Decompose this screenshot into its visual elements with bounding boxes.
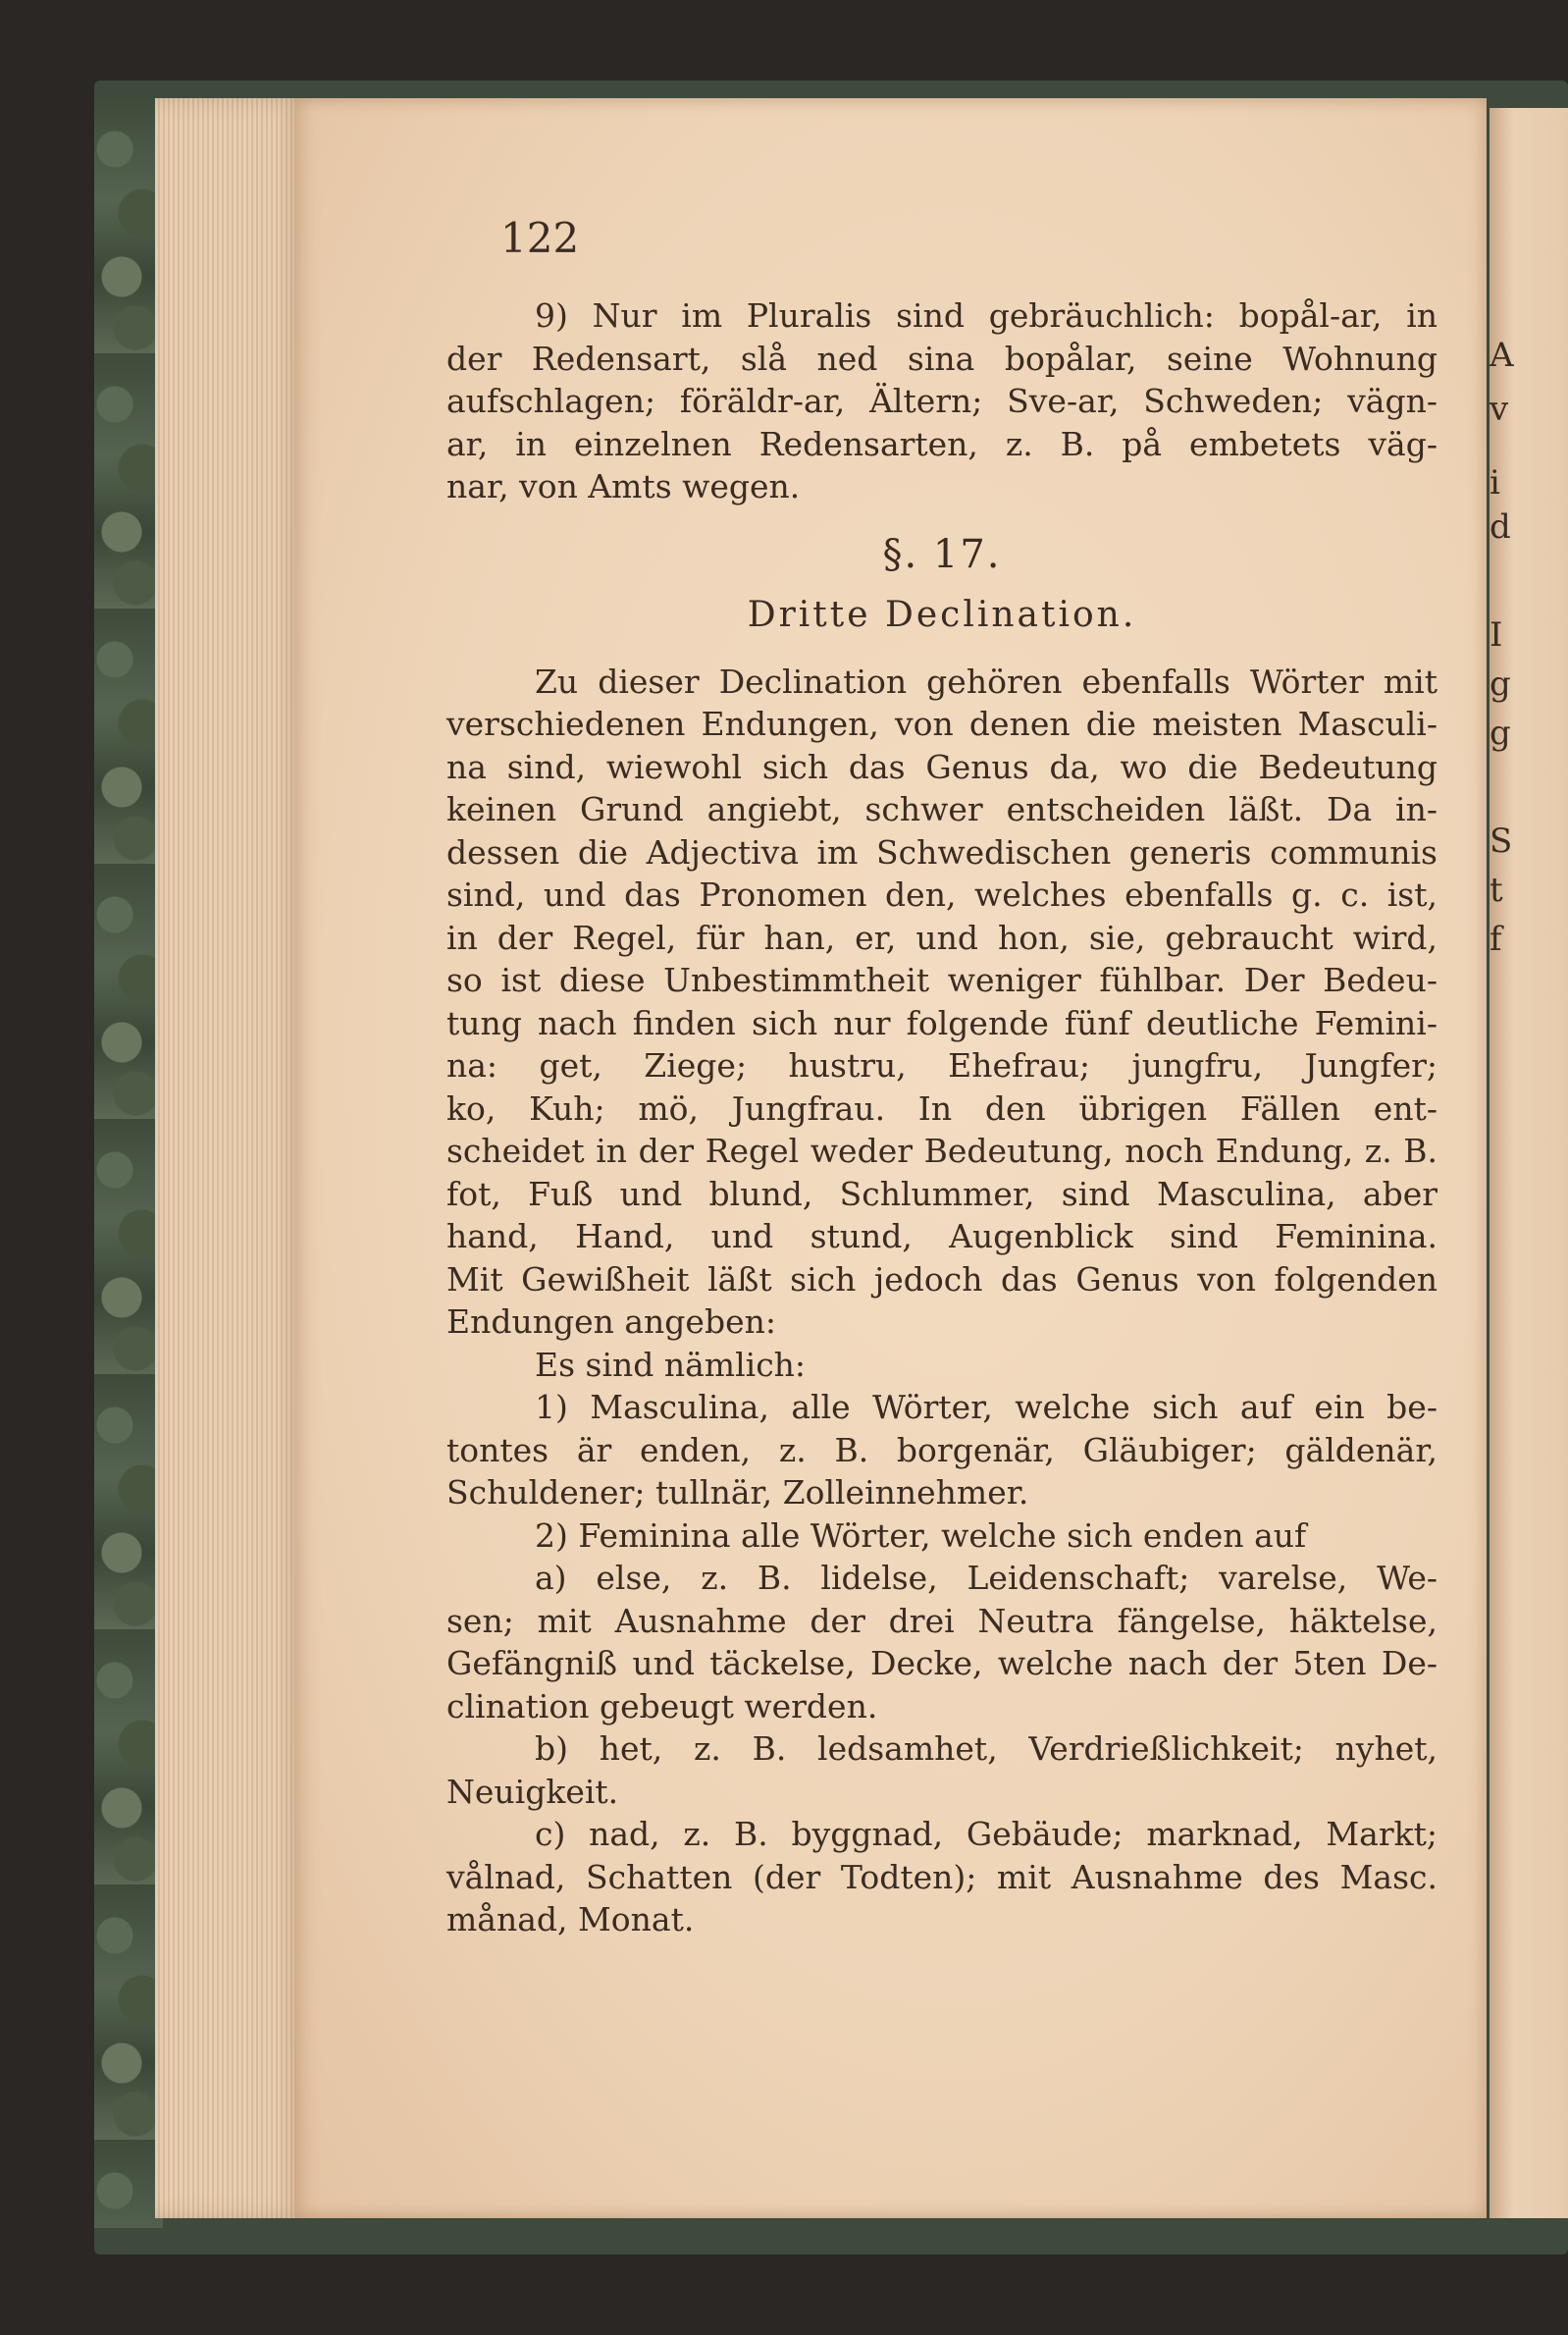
- text-line: 9) Nur im Pluralis sind gebräuchlich: bopål-ar, in: [535, 296, 1437, 335]
- next-page-fragment: g: [1490, 664, 1511, 704]
- paragraph-namely: [446, 1344, 1437, 1387]
- text-line: clination gebeugt werden.: [446, 1686, 878, 1725]
- next-page-fragment: i: [1490, 463, 1500, 503]
- text-line: månad, Monat.: [446, 1900, 695, 1938]
- next-page-edge: [1490, 108, 1568, 2218]
- text-line: tontes är enden, z. B. borgenär, Gläubiger; gäldenär,: [446, 1430, 1437, 1469]
- section-number: §. 17.: [882, 531, 1002, 577]
- text-line: hand, Hand, und stund, Augenblick sind Feminina.: [446, 1217, 1437, 1255]
- section-heading: Dritte Declination.: [747, 595, 1137, 635]
- text-line: vålnad, Schatten (der Todten); mit Ausnahme des Masc.: [446, 1857, 1437, 1896]
- text-line: Gefängniß und täckelse, Decke, welche nach der 5ten De-: [446, 1644, 1437, 1682]
- text-line: a) else, z. B. lidelse, Leidenschaft; varelse, We-: [535, 1559, 1437, 1597]
- text-line: keinen Grund angiebt, schwer entscheiden läßt. Da in-: [446, 790, 1437, 828]
- text-line: na: get, Ziege; hustru, Ehefrau; jungfru, Jungfer;: [446, 1046, 1437, 1085]
- text-line: tung nach finden sich nur folgende fünf deutliche Femini-: [446, 1003, 1437, 1042]
- text-line: fot, Fuß und blund, Schlummer, sind Masculina, aber: [446, 1174, 1437, 1213]
- paragraph-else: [446, 1557, 1437, 1727]
- text-line: so ist diese Unbestimmtheit weniger fühlbar. Der Bedeu-: [446, 961, 1437, 999]
- next-page-fragment: f: [1490, 920, 1502, 959]
- text-line: Endungen angeben:: [446, 1302, 776, 1341]
- text-line: der Redensart, slå ned sina bopålar, seine Wohnung: [446, 339, 1437, 378]
- next-page-fragment: g: [1490, 714, 1511, 753]
- paragraph-nad: [446, 1813, 1437, 1941]
- next-page-fragment: v: [1490, 390, 1509, 429]
- text-line: aufschlagen; föräldr-ar, Ältern; Sve-ar, Schweden; vägn-: [446, 382, 1437, 420]
- next-page-fragment: S: [1490, 822, 1513, 861]
- text-line: ar, in einzelnen Redensarten, z. B. på embetets väg-: [446, 424, 1437, 463]
- text-line: scheidet in der Regel weder Bedeutung, noch Endung, z. B.: [446, 1132, 1437, 1170]
- text-line: na sind, wiewohl sich das Genus da, wo die Bedeutung: [446, 747, 1437, 786]
- paragraph-third-declination: [446, 661, 1437, 1344]
- page-edges: [155, 98, 302, 2218]
- text-line: Es sind nämlich:: [535, 1345, 807, 1384]
- next-page-fragment: A: [1490, 336, 1514, 375]
- text-line: nar, von Amts wegen.: [446, 467, 801, 505]
- text-line: Mit Gewißheit läßt sich jedoch das Genus von folgenden: [446, 1259, 1437, 1299]
- text-line: sen; mit Ausnahme der drei Neutra fängelse, häktelse,: [446, 1601, 1437, 1640]
- paragraph-masculina: [446, 1386, 1437, 1514]
- paragraph-plural-only: [446, 294, 1437, 508]
- paragraph-het: [446, 1727, 1437, 1813]
- text-line: Zu dieser Declination gehören ebenfalls Wörter mit: [535, 662, 1437, 701]
- text-line: verschiedenen Endungen, von denen die meisten Masculi-: [446, 705, 1437, 743]
- page-number: 122: [500, 214, 580, 262]
- paragraph-feminina: [446, 1514, 1437, 1558]
- text-line: c) nad, z. B. byggnad, Gebäude; marknad, Markt;: [535, 1815, 1437, 1853]
- text-line: Neuigkeit.: [446, 1772, 619, 1811]
- marbled-cover: [94, 98, 163, 2228]
- text-line: b) het, z. B. ledsamhet, Verdrießlichkeit; nyhet,: [535, 1729, 1437, 1768]
- next-page-fragment: t: [1490, 871, 1503, 910]
- text-line: sind, und das Pronomen den, welches ebenfalls g. c. ist,: [446, 876, 1437, 914]
- text-line: in der Regel, für han, er, und hon, sie, gebraucht wird,: [446, 918, 1437, 957]
- text-line: ko, Kuh; mö, Jungfrau. In den übrigen Fällen ent-: [446, 1088, 1437, 1128]
- text-line: 2) Feminina alle Wörter, welche sich enden auf: [535, 1515, 1307, 1555]
- text-line: Schuldener; tullnär, Zolleinnehmer.: [446, 1473, 1029, 1512]
- next-page-fragment: I: [1490, 615, 1503, 655]
- next-page-fragment: d: [1490, 507, 1511, 547]
- text-line: dessen die Adjectiva im Schwedischen generis communis: [446, 832, 1437, 872]
- page-text: [446, 294, 1437, 1941]
- text-line: 1) Masculina, alle Wörter, welche sich auf ein be-: [535, 1388, 1437, 1426]
